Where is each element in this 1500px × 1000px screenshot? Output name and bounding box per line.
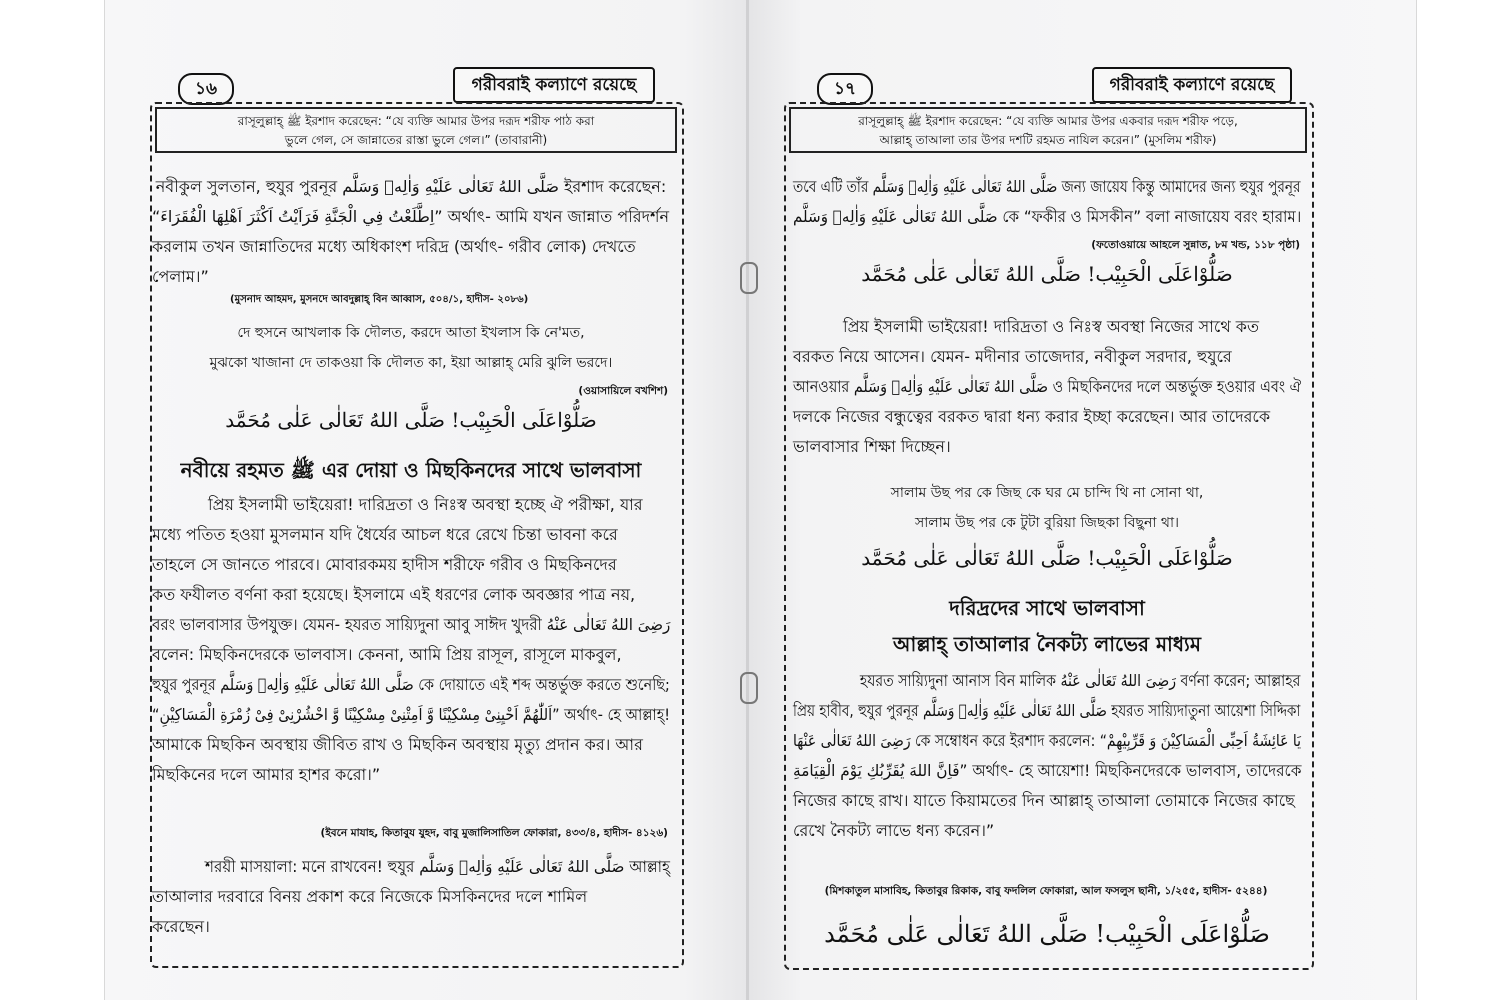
right-p3-line: রেখে নৈকট্য লাভে ধন্য করেন।” [793,821,995,840]
book-gutter [746,0,749,1000]
left-page-number: ১৬ [178,73,234,105]
right-poem-line: সালাম উছ পর কে জিছ কে ঘর মে চান্দি থি না সোনা থা, [890,485,1204,501]
left-paragraph-1 [152,172,670,292]
left-p2-line: আমাকে মিছকিন অবস্থায় জীবিত রাখ ও মিছকিন অবস্থায় মৃত্যু প্রদান কর। আর [152,735,643,754]
right-p3-reference: (মিশকাতুল মাসাবিহ, কিতাবুর রিকাক, বাবু ফদলিল ফোকারা, আল ফসলুস ছানী, ১/২৫৫, হাদীস- ৫২৪৪) [824,885,1268,897]
right-p3-line: নিজের কাছে রাখ। যাতে কিয়ামতের দিন আল্লাহ্ তাআলা তোমাকে নিজের কাছে [793,791,1295,810]
left-p1-reference: (মুসনাদ আহমদ, মুসনদে আবদুল্লাহ্ বিন আব্বাস, ৫০৪/১, হাদীস- ২০৮৬) [230,294,529,305]
right-paragraph-1 [793,172,1301,232]
left-p2-line: “اَللّٰهُمَّ اَحْيِنِىْ مِسْكِيْنًا وَّ اَمِتْنِىْ مِسْكِيْنًا وَّ احْشُرْنِىْ فِىْ زُمْرَةِ الْمَسَاكِيْنِ” অর্থাৎ- হে আল্লাহ্! [152,705,671,724]
right-top-note-line2: আল্লাহ্ তাআলা তার উপর দশটি রহমত নাযিল করেন।” (মুসলিম শরীফ) [879,133,1217,147]
right-p1-line: صَلَّى اللهُ تَعَالٰى عَلَيْهِ وَاٰلِهٖ وَسَلَّم কে “ফকীর ও মিসকীন” বলা নাজায়েয বরং হারাম। [793,207,1302,226]
left-p2-line: প্রিয় ইসলামী ভাইয়েরা! দারিদ্রতা ও নিঃস্ব অবস্থা হচ্ছে ঐ পরীক্ষা, যার [208,495,643,514]
left-section-heading: নবীয়ে রহমত ﷺ এর দোয়া ও মিছকিনদের সাথে ভালবাসা [180,458,642,482]
left-p1-line: নবীকুল সুলতান, হুযুর পুরনূর صَلَّى اللهُ تَعَالٰى عَلَيْهِ وَاٰلِهٖ وَسَلَّم ইরশাদ করেছেন: [155,177,667,196]
left-p2-line: বরং ভালবাসার উপযুক্ত। যেমন- হযরত সায়্যিদুনা আবু সাঈদ খুদরী رَضِىَ اللهُ تَعَالٰى عَنْهُ [152,615,671,634]
right-top-note [789,107,1307,153]
left-p1-line: পেলাম।” [152,267,209,286]
right-heading-1: দরিদ্রদের সাথে ভালবাসা [949,596,1145,620]
left-paragraph-3 [152,852,670,942]
right-p2-line: বরকত নিয়ে আসেন। যেমন- মদীনার তাজেদার, নবীকুল সরদার, হুযুরে [793,347,1232,366]
left-top-note-line1: রাসূলুল্লাহ্ ﷺ ইরশাদ করেছেন: “যে ব্যক্তি আমার উপর দরূদ শরীফ পাঠ করা [237,114,595,128]
left-p1-line: “اِطَّلَعْتُ فِي الْجَنَّةِ فَرَاَيْتُ اَكْثَرَ اَهْلِهَا الْفُقَرَاءَ” অর্থাৎ- আমি যখন জান্নাত পরিদর্শন [152,207,669,226]
right-p1-reference: (ফতোওয়ায়ে আহলে সুন্নাত, ৮ম খন্ড, ১১৮ পৃষ্ঠা) [1091,239,1300,251]
right-salawat-1: صَلُّوْاعَلَى الْحَبِيْب! صَلَّى اللهُ تَعَالٰى عَلٰى مُحَمَّد [861,262,1233,286]
right-poem [793,478,1301,538]
left-running-head: গরীবরাই কল্যাণে রয়েছে [453,67,655,103]
left-p2-line: তাহলে সে জানতে পারবে। মোবারকময় হাদীস শরীফে গরীব ও মিছকিনদের [152,555,617,574]
left-poem-line: মুঝকো খাজানা দে তাকওয়া কি দৌলত কা, ইয়া আল্লাহ্ মেরি ঝুলি ভরদে। [209,355,613,371]
left-poem-reference: (ওয়াসায়িলে বখশিশ) [578,385,668,397]
right-p2-line: ভালবাসার শিক্ষা দিচ্ছেন। [793,437,951,456]
right-p3-line: প্রিয় হাবীব, হুযুর পুরনূর صَلَّى اللهُ تَعَالٰى عَلَيْهِ وَاٰلِهٖ وَسَلَّم হযরত সায়্যিদাতুনা আয়েশা সিদ্দিকা [793,701,1301,720]
left-p2-line: হুযুর পুরনূর صَلَّى اللهُ تَعَالٰى عَلَيْهِ وَاٰلِهٖ وَسَلَّم কে দোয়াতে এই শব্দ অন্তর্ভুক্ত করতে শুনেছি; [152,675,670,694]
right-poem-line: সালাম উছ পর কে টুটা বুরিয়া জিছকা বিছুনা থা। [914,515,1180,531]
left-p2-line: মধ্যে পতিত হওয়া মুসলমান যদি ধৈর্যের আচল ধরে রেখে চিন্তা ভাবনা করে [152,525,618,544]
left-salawat: صَلُّوْاعَلَى الْحَبِيْب! صَلَّى اللهُ تَعَالٰى عَلٰى مُحَمَّد [225,408,597,432]
left-top-note [155,107,677,153]
right-p3-line: فَاِنَّ اللهَ يُقَرِّبُكِ يَوْمَ الْقِيَامَةِ” অর্থাৎ- হে আয়েশা! মিছকিনদেরকে ভালবাস, তাদেরকে [793,761,1302,780]
right-p2-line: আনওয়ার صَلَّى اللهُ تَعَالٰى عَلَيْهِ وَاٰلِهٖ وَسَلَّم ও মিছকিনদের দলে অন্তর্ভুক্ত হওয়ার এবং ঐ [793,377,1302,396]
right-top-note-line1: রাসূলুল্লাহ্ ﷺ ইরশাদ করেছেন: “যে ব্যক্তি আমার উপর একবার দরূদ শরীফ পড়ে, [858,114,1238,128]
left-p2-line: বলেন: মিছকিনদেরকে ভালবাস। কেননা, আমি প্রিয় রাসূল, রাসূলে মাকবুল, [152,645,622,664]
left-p2-line: মিছকিনের দলে আমার হাশর করো।” [152,765,381,784]
right-page-number: ১৭ [817,73,873,105]
left-poem-line: দে হুসনে আখলাক কি দৌলত, করদে আতা ইখলাস কি নে'মত, [237,325,585,341]
right-p3-line: رَضِىَ اللهُ تَعَالٰى عَنْهَا কে সম্বোধন করে ইরশাদ করলেন: “يَا عَائِشَةُ اَحِبِّى الْمَسَاكِيْنَ وَ قَرِّبِيْهِمْ [793,731,1302,750]
right-paragraph-3 [793,666,1301,846]
left-p3-line: তাআলার দরবারে বিনয় প্রকাশ করে নিজেকে মিসকিনদের দলে শামিল [152,887,588,906]
staple-top [740,262,758,294]
left-paragraph-2 [152,490,670,790]
left-p3-line: শরয়ী মাসয়ালা: মনে রাখবেন! হুযুর صَلَّى اللهُ تَعَالٰى عَلَيْهِ وَاٰلِهٖ وَسَلَّم আল্লাহ্ [205,857,671,876]
left-p3-line: করেছেন। [152,917,210,936]
left-top-note-line2: ভুলে গেল, সে জান্নাতের রাস্তা ভুলে গেল।” (তাবারানী) [284,133,548,147]
right-heading-2: আল্লাহ্ তাআলার নৈকট্য লাভের মাধ্যম [893,632,1201,656]
right-salawat-3: صَلُّوْاعَلَى الْحَبِيْب! صَلَّى اللهُ تَعَالٰى عَلٰى مُحَمَّد [824,920,1270,948]
left-p2-reference: (ইবনে মাযাহ, কিতাবুয যুহদ, বাবু মুজালিসাতিল ফোকারা, ৪৩৩/৪, হাদীস- ৪১২৬) [320,827,668,839]
staple-bottom [740,672,758,704]
right-salawat-2: صَلُّوْاعَلَى الْحَبِيْب! صَلَّى اللهُ تَعَالٰى عَلٰى مُحَمَّد [861,546,1233,570]
right-running-head: গরীবরাই কল্যাণে রয়েছে [1092,67,1292,103]
left-p2-line: কত ফযীলত বর্ণনা করা হয়েছে। ইসলামে এই ধরণের লোক অবজ্ঞার পাত্র নয়, [152,585,636,604]
right-p3-line: হযরত সায়্যিদুনা আনাস বিন মালিক رَضِىَ اللهُ تَعَالٰى عَنْهُ বর্ণনা করেন; আল্লাহর [859,671,1301,690]
right-p1-line: তবে এটি তাঁর صَلَّى اللهُ تَعَالٰى عَلَيْهِ وَاٰلِهٖ وَسَلَّم জন্য জায়েয কিন্তু আমাদের জন্য হুযুর পুরনূর [793,177,1301,196]
right-p2-line: প্রিয় ইসলামী ভাইয়েরা! দারিদ্রতা ও নিঃস্ব অবস্থা নিজের সাথে কত [843,317,1259,336]
left-poem [152,318,670,378]
right-p2-line: দলকে নিজের বন্ধুত্বের বরকত দ্বারা ধন্য করার ইচ্ছা করেছেন। আর তাদেরকে [793,407,1271,426]
left-p1-line: করলাম তখন জান্নাতিদের মধ্যে অধিকাংশ দরিদ্র (অর্থাৎ- গরীব লোক) দেখতে [152,237,636,256]
right-paragraph-2 [793,312,1301,462]
